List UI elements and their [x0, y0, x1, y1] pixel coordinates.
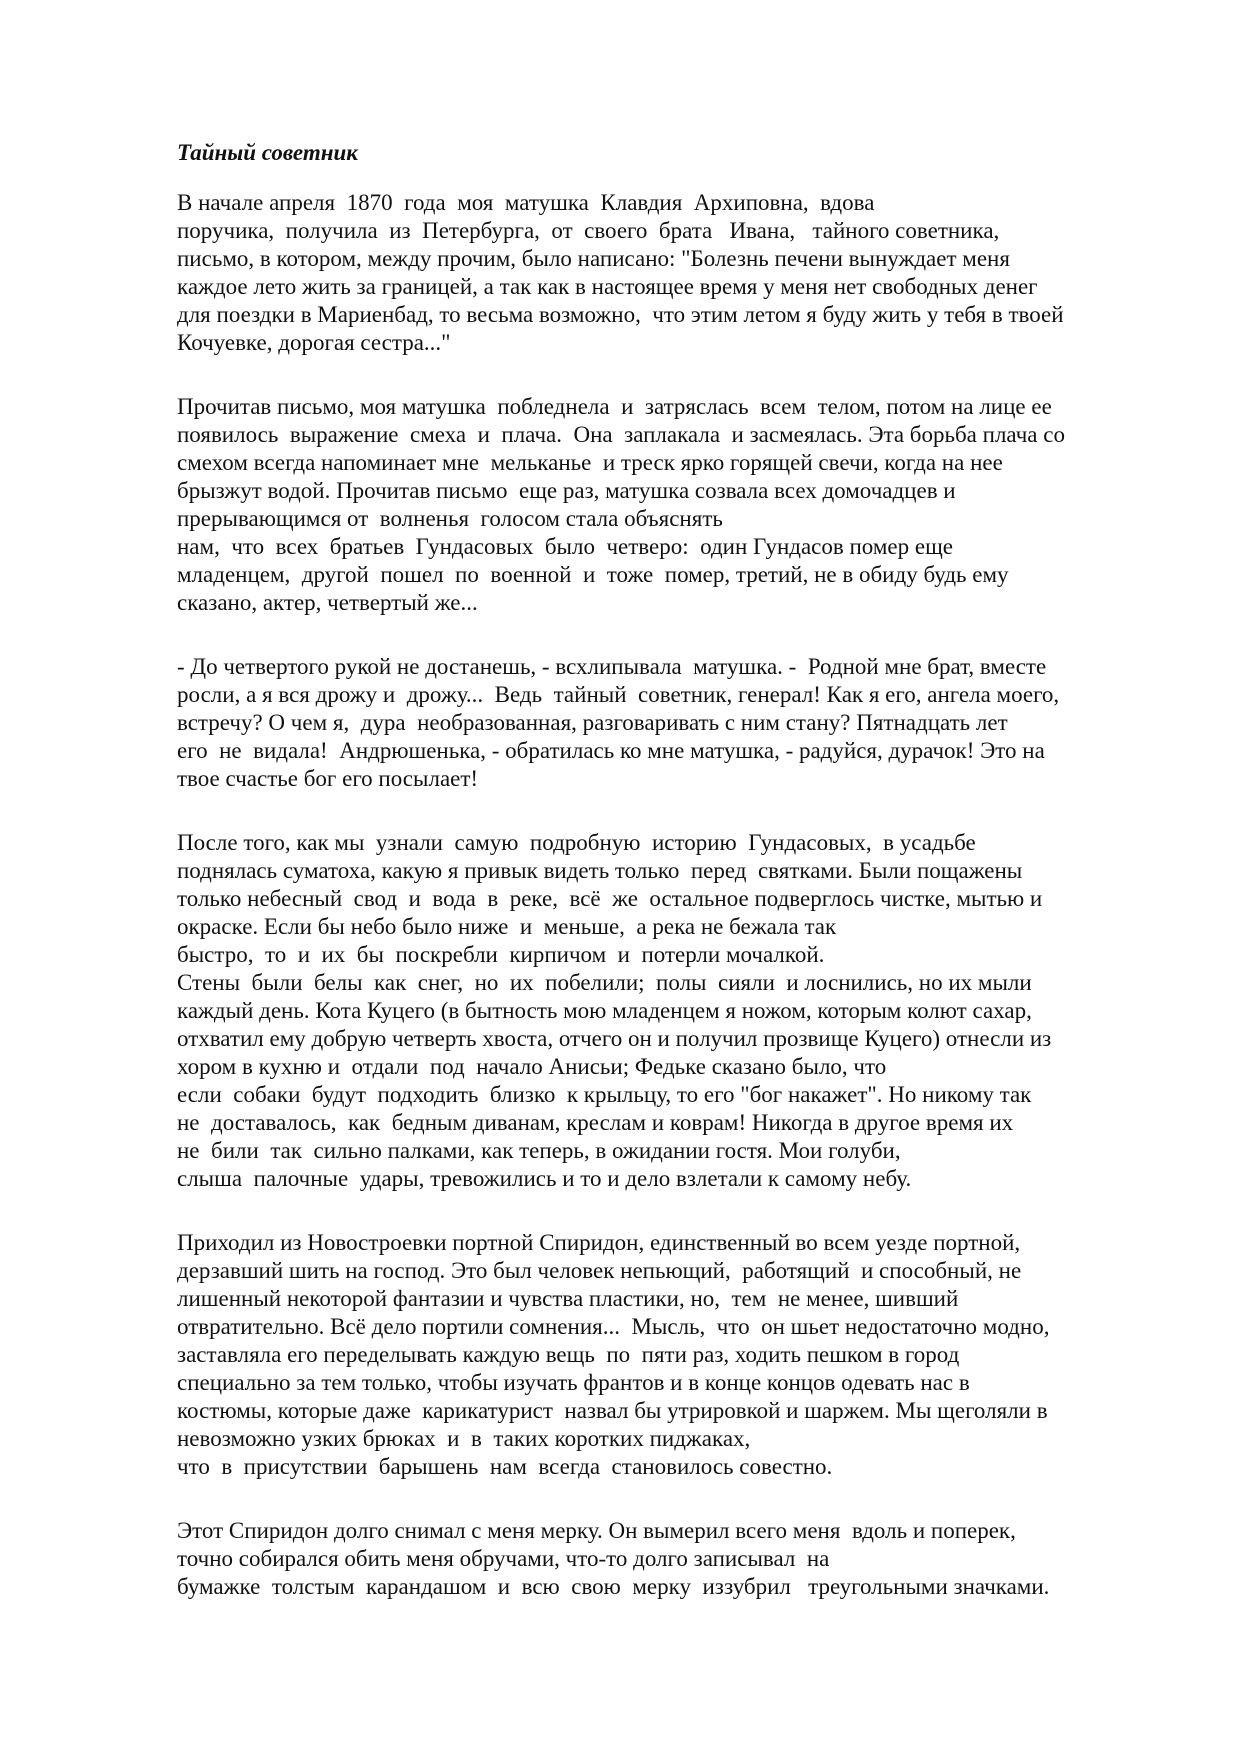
text-line: его не видала! Андрюшенька, - обратилась ко мне матушка, - радуйся, дурачок! Это на — [177, 738, 1045, 763]
text-line: поднялась суматоха, какую я привык видеть только перед святками. Были пощажены — [177, 858, 1023, 883]
text-line: дерзавший шить на господ. Это был человек непьющий, работящий и способный, не — [177, 1258, 1022, 1283]
text-line: встречу? О чем я, дура необразованная, разговаривать с ним стану? Пятнадцать лет — [177, 710, 1008, 735]
text-line: младенцем, другой пошел по военной и тоже помер, третий, не в обиду будь ему — [177, 562, 1009, 587]
text-line: хором в кухню и отдали под начало Анисьи; Федьке сказано было, что — [177, 1054, 887, 1079]
text-line: отхватил ему добрую четверть хвоста, отчего он и получил прозвище Куцего) отнесли из — [177, 1026, 1052, 1051]
text-line: если собаки будут подходить близко к крыльцу, то его "бог накажет". Но никому так — [177, 1082, 1032, 1107]
text-line: Прочитав письмо, моя матушка побледнела и затряслась всем телом, потом на лице ее — [177, 394, 1052, 419]
text-line: костюмы, которые даже карикатурист назвал бы утрировкой и шаржем. Мы щеголяли в — [177, 1398, 1048, 1423]
text-line: окраске. Если бы небо было ниже и меньше, а река не бежала так — [177, 914, 837, 939]
text-line: невозможно узких брюках и в таких коротких пиджаках, — [177, 1426, 751, 1451]
text-line: нам, что всех братьев Гундасовых было четверо: один Гундасов помер еще — [177, 534, 954, 559]
text-line: Приходил из Новостроевки портной Спиридон, единственный во всем уезде портной, — [177, 1230, 1021, 1255]
text-line: В начале апреля 1870 года моя матушка Клавдия Архиповна, вдова — [177, 190, 875, 215]
text-line: заставляла его переделывать каждую вещь по пяти раз, ходить пешком в город — [177, 1342, 960, 1367]
text-line: не били так сильно палками, как теперь, в ожидании гостя. Мои голуби, — [177, 1138, 901, 1163]
text-line: только небесный свод и вода в реке, всё же остальное подверглось чистке, мытью и — [177, 886, 1043, 911]
text-line: лишенный некоторой фантазии и чувства пластики, но, тем не менее, шивший — [177, 1286, 959, 1311]
text-line: слыша палочные удары, тревожились и то и дело взлетали к самому небу. — [177, 1166, 912, 1191]
text-line: письмо, в котором, между прочим, было написано: "Болезнь печени вынуждает меня — [177, 246, 1010, 271]
text-line: специально за тем только, чтобы изучать франтов и в конце концов одевать нас в — [177, 1370, 970, 1395]
text-line: каждый день. Кота Куцего (в бытность мою младенцем я ножом, которым колют сахар, — [177, 998, 1032, 1023]
text-line: не доставалось, как бедным диванам, креслам и коврам! Никогда в другое время их — [177, 1110, 1014, 1135]
text-line: Стены были белы как снег, но их побелили; полы сияли и лоснились, но их мыли — [177, 970, 1032, 995]
text-line: Кочуевке, дорогая сестра..." — [177, 330, 451, 355]
text-line: - До четвертого рукой не достанешь, - всхлипывала матушка. - Родной мне брат, вместе — [177, 654, 1047, 679]
text-line: поручика, получила из Петербурга, от своего брата Ивана, тайного советника, — [177, 218, 1000, 243]
text-line: брызжут водой. Прочитав письмо еще раз, матушка созвала всех домочадцев и — [177, 478, 956, 503]
text-line: После того, как мы узнали самую подробную историю Гундасовых, в усадьбе — [177, 830, 976, 855]
text-line: что в присутствии барышень нам всегда становилось совестно. — [177, 1454, 833, 1479]
text-line: прерывающимся от волненья голосом стала объяснять — [177, 506, 723, 531]
text-line: смехом всегда напоминает мне мельканье и треск ярко горящей свечи, когда на нее — [177, 450, 1003, 475]
text-line: появилось выражение смеха и плача. Она заплакала и засмеялась. Эта борьба плача со — [177, 422, 1065, 447]
text-line: твое счастье бог его посылает! — [177, 766, 479, 791]
text-line: для поездки в Мариенбад, то весьма возможно, что этим летом я буду жить у тебя в твоей — [177, 302, 1064, 327]
text-line: бумажке толстым карандашом и всю свою мерку иззубрил треугольными значками. — [177, 1574, 1050, 1599]
text-line: быстро, то и их бы поскребли кирпичом и потерли мочалкой. — [177, 942, 825, 967]
text-line: каждое лето жить за границей, а так как в настоящее время у меня нет свободных денег — [177, 274, 1038, 299]
text-line: сказано, актер, четвертый же... — [177, 590, 478, 615]
text-line: отвратительно. Всё дело портили сомнения... Мысль, что он шьет недостаточно модно, — [177, 1314, 1050, 1339]
text-line: точно собирался обить меня обручами, что-то долго записывал на — [177, 1546, 830, 1571]
text-line: Этот Спиридон долго снимал с меня мерку. Он вымерил всего меня вдоль и поперек, — [177, 1518, 1016, 1543]
document-title: Тайный советник — [177, 140, 358, 165]
text-line: росли, а я вся дрожу и дрожу... Ведь тайный советник, генерал! Как я его, ангела моего, — [177, 682, 1060, 707]
